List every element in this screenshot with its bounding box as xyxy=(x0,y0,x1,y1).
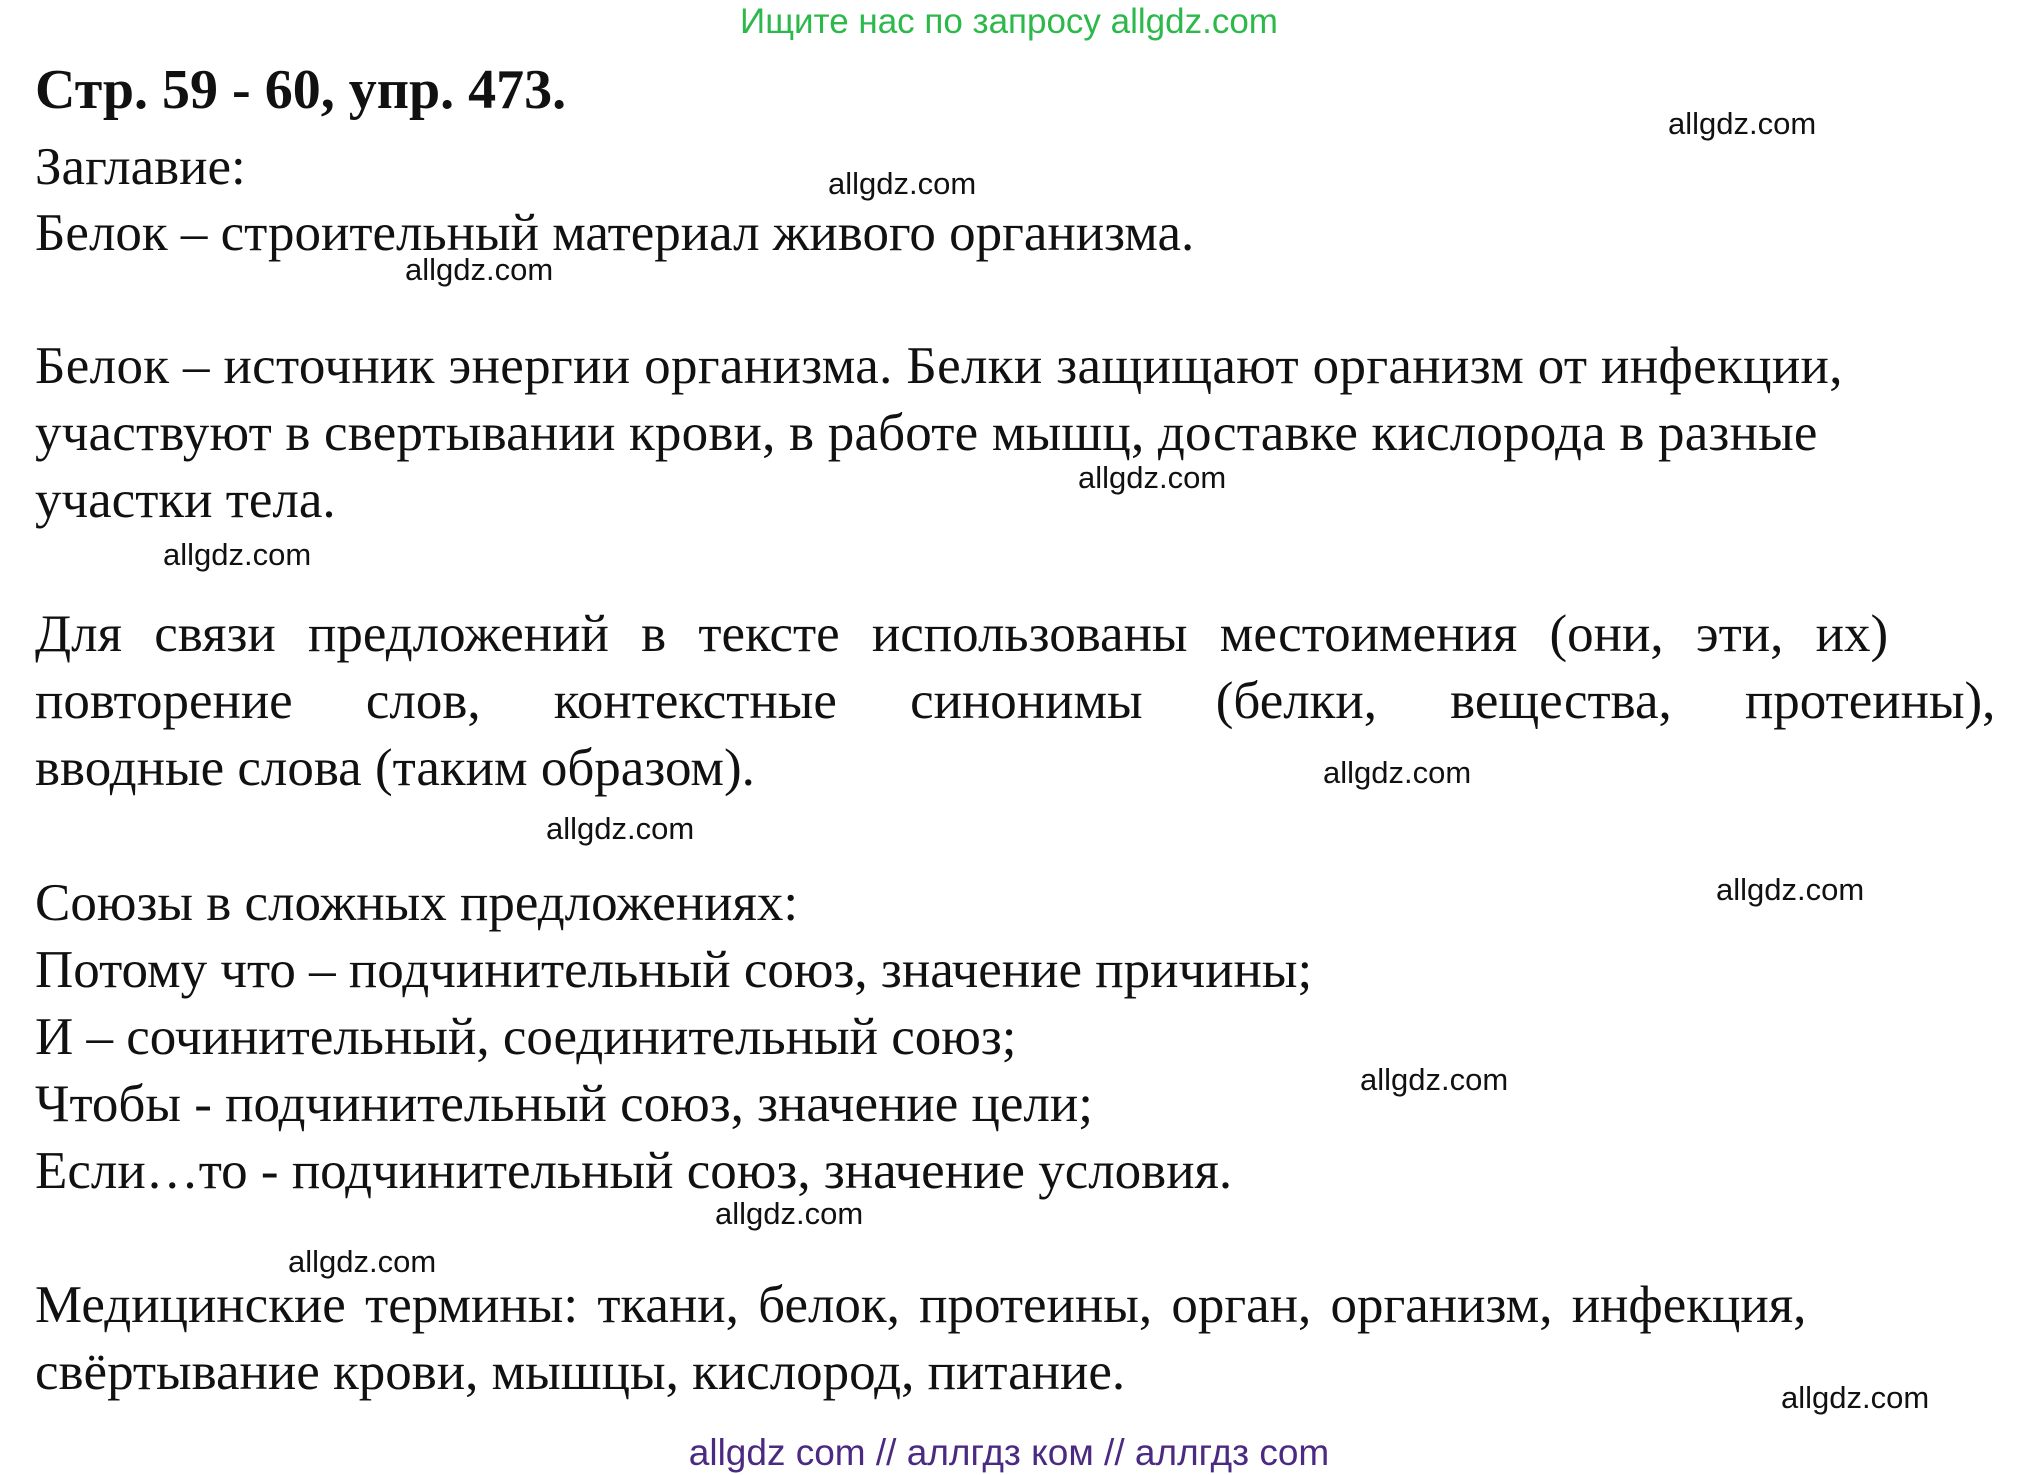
exercise-heading: Стр. 59 - 60, упр. 473. xyxy=(35,59,567,121)
watermark: allgdz.com xyxy=(1323,755,1472,790)
watermark: allgdz.com xyxy=(546,811,695,846)
watermark: allgdz.com xyxy=(405,252,554,287)
title-label: Заглавие: xyxy=(35,138,246,196)
conjunction-line: Если…то - подчинительный союз, значение условия. xyxy=(35,1142,1233,1200)
paragraph-line: вводные слова (таким образом). xyxy=(35,739,755,797)
watermark: allgdz.com xyxy=(1716,872,1865,907)
watermark: allgdz.com xyxy=(1781,1380,1930,1415)
terms-line: Медицинские термины: ткани, белок, протеины, орган, организм, инфекция, xyxy=(35,1276,1807,1334)
watermark: allgdz.com xyxy=(163,537,312,572)
paragraph-line: участки тела. xyxy=(35,471,336,529)
conjunction-line: Чтобы - подчинительный союз, значение цели; xyxy=(35,1075,1093,1133)
watermark: allgdz.com xyxy=(715,1196,864,1231)
paragraph-line: Белок – источник энергии организма. Белки защищают организм от инфекции, xyxy=(35,337,1843,395)
paragraph-line: повторение слов, контекстные синонимы (белки, вещества, протеины), xyxy=(35,672,1996,730)
conjunctions-heading: Союзы в сложных предложениях: xyxy=(35,874,799,932)
watermark: allgdz.com xyxy=(1360,1062,1509,1097)
top-banner: Ищите нас по запросу allgdz.com xyxy=(740,2,1278,41)
title-text: Белок – строительный материал живого организма. xyxy=(35,204,1195,262)
terms-line: свёртывание крови, мышцы, кислород, питание. xyxy=(35,1343,1126,1401)
watermark: allgdz.com xyxy=(1078,460,1227,495)
footer-links: allgdz com // аллгдз ком // аллгдз com xyxy=(688,1432,1330,1473)
paragraph-line: Для связи предложений в тексте использованы местоимения (они, эти, их) xyxy=(35,605,1889,663)
watermark: allgdz.com xyxy=(828,166,977,201)
conjunction-line: Потому что – подчинительный союз, значение причины; xyxy=(35,941,1313,999)
paragraph-line: участвуют в свертывании крови, в работе мышц, доставке кислорода в разные xyxy=(35,404,1818,462)
watermark: allgdz.com xyxy=(1668,106,1817,141)
watermark: allgdz.com xyxy=(288,1244,437,1279)
conjunction-line: И – сочинительный, соединительный союз; xyxy=(35,1008,1017,1066)
